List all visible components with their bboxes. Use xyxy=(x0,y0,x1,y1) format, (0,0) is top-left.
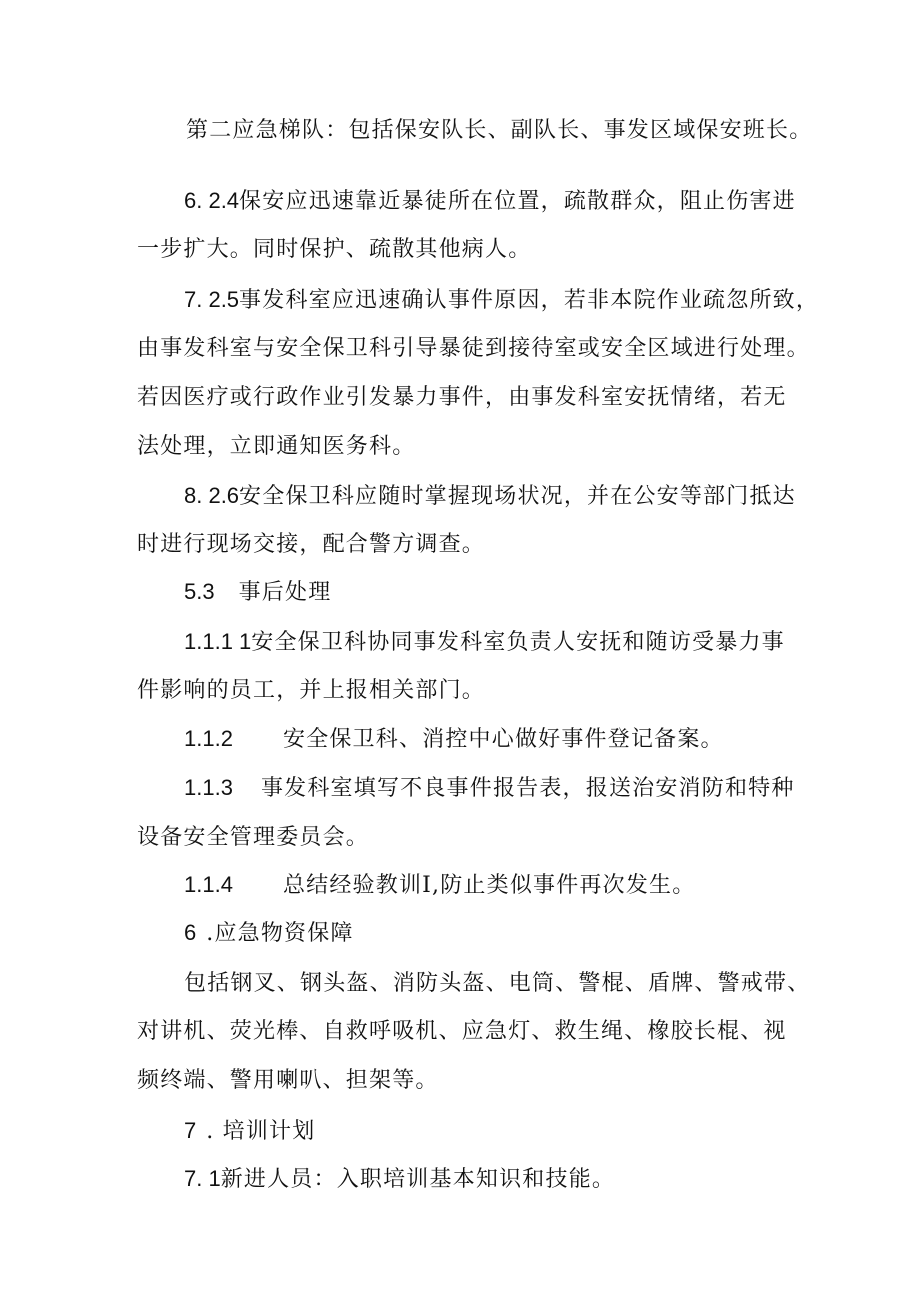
section-heading xyxy=(184,577,331,608)
line-text: 若因医疗或行政作业引发暴力事件，由事发科室安抚情绪，若无 xyxy=(137,385,787,410)
paragraph-line xyxy=(186,115,812,146)
paragraph-line xyxy=(184,870,695,901)
paragraph-line xyxy=(137,234,531,265)
line-text: 对讲机、荧光棒、自救呼吸机、应急灯、救生绳、橡胶长棍、视 xyxy=(137,1019,787,1044)
line-number: 7 xyxy=(184,1118,197,1143)
paragraph-line xyxy=(137,431,415,462)
line-number: 7. 1 xyxy=(184,1166,221,1191)
paragraph-line xyxy=(137,382,787,413)
line-text: 一步扩大。同时保护、疏散其他病人。 xyxy=(137,237,532,262)
line-text: 包括钢叉、钢头盔、消防头盔、电筒、警棍、盾牌、警戒带、 xyxy=(184,971,811,996)
paragraph-line xyxy=(137,1016,787,1047)
paragraph-line xyxy=(137,822,369,853)
line-text: 第二应急梯队：包括保安队长、副队长、事发区域保安班长。 xyxy=(186,118,813,143)
line-number: 6. 2.4 xyxy=(184,188,240,213)
line-number: 6 xyxy=(184,920,197,945)
paragraph-line xyxy=(184,1164,615,1195)
line-text: 由事发科室与安全保卫科引导暴徒到接待室或安全区域进行处理。 xyxy=(137,336,810,361)
line-text: 安全保卫科协同事发科室负责人安抚和随访受暴力事 xyxy=(251,630,785,655)
paragraph-line xyxy=(184,186,796,217)
line-text: 频终端、警用喇叭、担架等。 xyxy=(137,1068,439,1093)
section-heading xyxy=(184,1116,315,1147)
line-number: 1.1.3 xyxy=(184,775,233,800)
line-text: 保安应迅速靠近暴徒所在位置，疏散群众，阻止伤害进 xyxy=(239,189,796,214)
line-text: 安全保卫科应随时掌握现场状况，并在公安等部门抵达 xyxy=(239,484,796,509)
paragraph-line xyxy=(184,724,724,755)
paragraph-line xyxy=(184,627,785,658)
line-text: 安全保卫科、消控中心做好事件登记备案。 xyxy=(282,727,724,752)
line-text: . 培训计划 xyxy=(206,1119,316,1144)
line-text: 时进行现场交接，配合警方调查。 xyxy=(137,532,486,557)
line-text: 件影响的员工，并上报相关部门。 xyxy=(137,678,486,703)
line-text: 总结经验教训I,防止类似事件再次发生。 xyxy=(282,873,696,898)
paragraph-line xyxy=(184,773,795,804)
line-text: 事后处理 xyxy=(238,580,332,605)
paragraph-line xyxy=(137,529,485,560)
paragraph-line xyxy=(184,285,819,316)
paragraph-line xyxy=(137,333,810,364)
line-text: 法处理，立即通知医务科。 xyxy=(137,434,416,459)
line-text: .应急物资保障 xyxy=(206,921,354,946)
line-number: 7. 2.5 xyxy=(184,287,240,312)
line-text: 事发科室填写不良事件报告表，报送治安消防和特种 xyxy=(260,776,795,801)
paragraph-line xyxy=(184,481,796,512)
paragraph-line xyxy=(137,1065,439,1096)
line-number: 1.1.1 1 xyxy=(184,629,252,654)
paragraph-line xyxy=(184,968,810,999)
line-number: 1.1.4 xyxy=(184,872,233,897)
line-number: 5.3 xyxy=(184,579,215,604)
section-heading xyxy=(184,918,354,949)
paragraph-line xyxy=(137,675,485,706)
line-number: 1.1.2 xyxy=(184,726,233,751)
line-text: 设备安全管理委员会。 xyxy=(137,825,370,850)
line-text: 事发科室应迅速确认事件原因，若非本院作业疏忽所致， xyxy=(239,288,820,313)
line-text: 新进人员：入职培训基本知识和技能。 xyxy=(220,1167,616,1192)
line-number: 8. 2.6 xyxy=(184,483,240,508)
